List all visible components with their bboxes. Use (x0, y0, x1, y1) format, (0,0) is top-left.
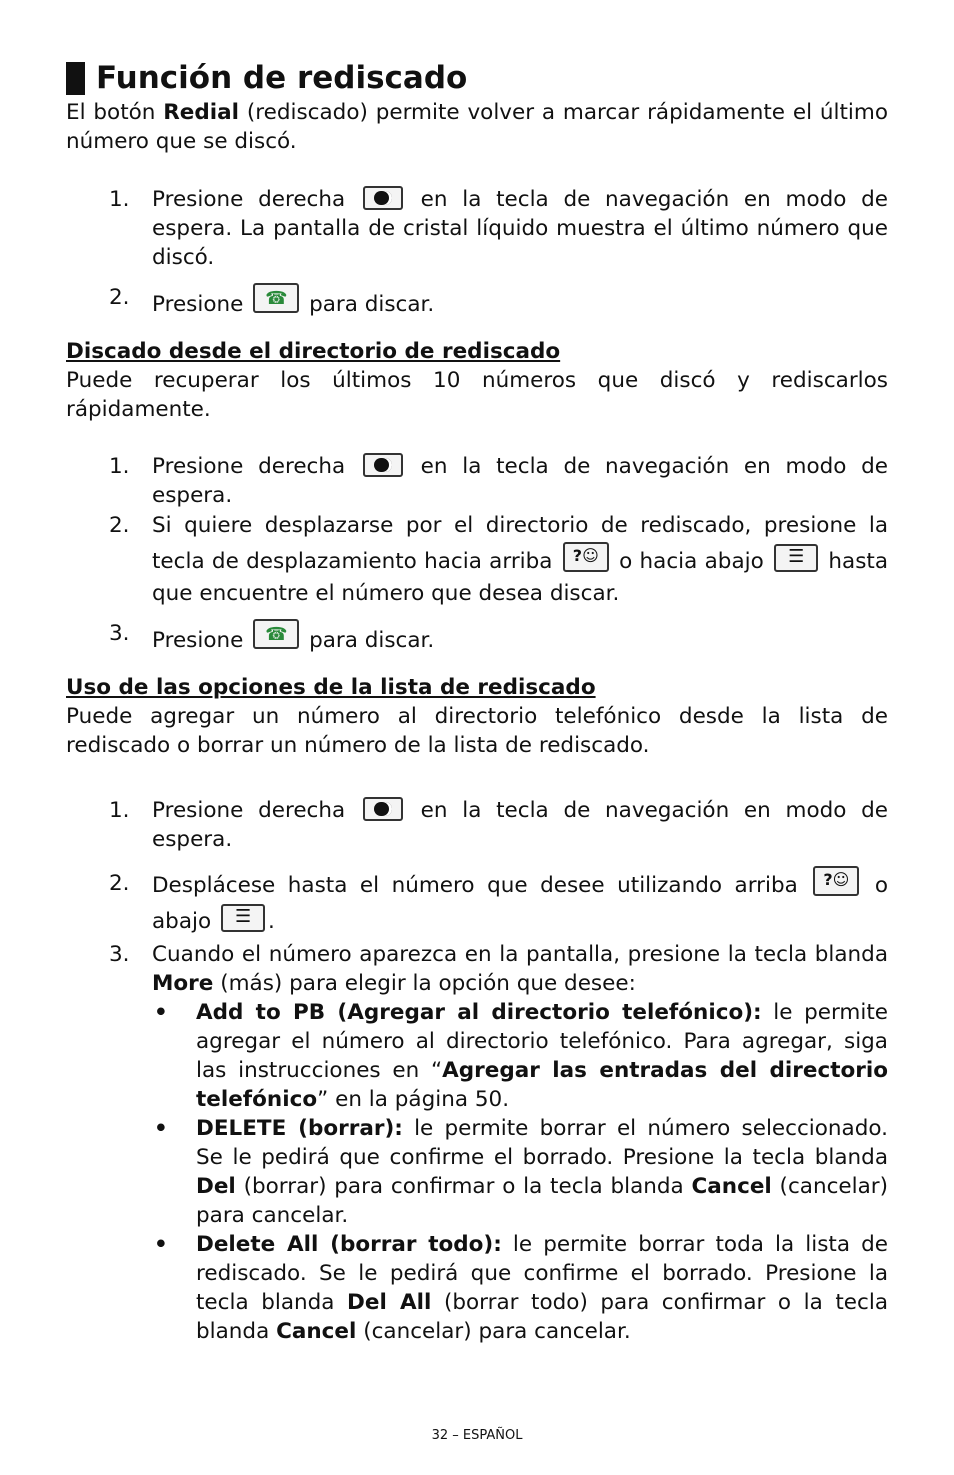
step-text: hasta que encuentre el número que desea discar. (152, 549, 888, 606)
nav-right-key-icon (363, 797, 403, 821)
step-number: 2. (109, 285, 130, 310)
list-item (66, 998, 888, 1114)
option-name: Delete All (borrar todo): (196, 1232, 502, 1257)
option-text: (borrar) para confirmar o la tecla blanda (235, 1174, 692, 1199)
step-text: Si quiere desplazarse por el directorio de rediscado, presione la tecla de desplazamiento hacia arriba (152, 513, 888, 574)
option-text: le permite agregar el número al directorio telefónico. Para agregar, siga las instrucciones en “ (196, 1000, 888, 1083)
document-page (66, 58, 888, 1346)
page-title (66, 58, 888, 98)
step-number: 2. (109, 871, 130, 896)
step-text: para discar. (309, 628, 435, 653)
option-text: le permite borrar toda la lista de rediscado. Se le pedirá que confirme el borrado. Presione la tecla blanda (196, 1232, 888, 1315)
step-text: o hacia abajo (619, 549, 764, 574)
step-number: 3. (109, 621, 130, 646)
step-text: . (267, 909, 275, 934)
list-item (66, 510, 888, 610)
step-text: o abajo (152, 873, 888, 934)
step-text: Presione (152, 628, 244, 653)
intro-text-pre: El botón (66, 100, 164, 125)
title-marker (66, 62, 85, 95)
page-footer: 32 – ESPAÑOL (431, 1428, 523, 1443)
option-text: ” en la página 50. (317, 1087, 510, 1112)
callerid-up-key-icon (563, 542, 609, 572)
list-item (66, 1114, 888, 1230)
step-number: 3. (109, 942, 130, 967)
callerid-up-key-icon (813, 866, 859, 896)
talk-key-icon (253, 619, 299, 649)
list-item (66, 1230, 888, 1346)
softkey-label: Cancel (276, 1319, 357, 1344)
intro-paragraph (66, 98, 888, 156)
step-text: Presione derecha (152, 454, 346, 479)
option-text: (cancelar) para cancelar. (356, 1319, 631, 1344)
step-number: 1. (109, 798, 130, 823)
step-text: para discar. (309, 292, 435, 317)
step-text: Presione derecha (152, 798, 346, 823)
softkey-label: Cancel (691, 1174, 772, 1199)
page-title-text: Función de rediscado (96, 60, 468, 96)
section-paragraph: Puede agregar un número al directorio telefónico desde la lista de rediscado o borrar un número de la lista de rediscado. (66, 704, 888, 758)
step-text: (más) para elegir la opción que desee: (213, 971, 636, 996)
option-text: le permite borrar el número seleccionado. Se le pedirá que confirme el borrado. Presione la tecla blanda (196, 1116, 888, 1170)
step-text: Cuando el número aparezca en la pantalla, presione la tecla blanda (152, 942, 888, 967)
options-list (66, 998, 888, 1346)
list-item (66, 452, 888, 510)
softkey-label: Del (196, 1174, 236, 1199)
talk-key-icon (253, 283, 299, 313)
list-item (66, 866, 888, 940)
section-heading: Discado desde el directorio de rediscado (66, 339, 561, 364)
nav-right-key-icon (363, 453, 403, 477)
list-item (66, 619, 888, 655)
bullet: • (154, 1116, 168, 1141)
option-text: (cancelar) para cancelar. (196, 1174, 888, 1228)
step-text: en la tecla de navegación en modo de espera. (152, 798, 889, 852)
bullet: • (154, 1232, 168, 1257)
list-item (66, 185, 888, 272)
step-text: Presione derecha (152, 187, 346, 212)
option-text: (borrar todo) para confirmar o la tecla blanda (196, 1290, 888, 1344)
option-reference: Agregar las entradas del directorio telefónico (196, 1058, 888, 1112)
list-item (66, 796, 888, 854)
redial-options-steps (66, 796, 888, 998)
bullet: • (154, 1000, 168, 1025)
step-number: 2. (109, 513, 130, 538)
section-paragraph: Puede recuperar los últimos 10 números que discó y rediscarlos rápidamente. (66, 368, 888, 422)
step-text: Presione (152, 292, 244, 317)
redial-steps (66, 185, 888, 319)
list-item (66, 940, 888, 998)
list-item (66, 283, 888, 319)
option-name: Add to PB (Agregar al directorio telefónico): (196, 1000, 762, 1025)
redial-directory-steps (66, 452, 888, 655)
step-text: en la tecla de navegación en modo de espera. La pantalla de cristal líquido muestra el último número que discó. (152, 187, 889, 270)
intro-text-post: (rediscado) permite volver a marcar rápidamente el último número que se discó. (66, 100, 888, 154)
step-number: 1. (109, 187, 130, 212)
more-softkey-label: More (152, 971, 214, 996)
section-heading: Uso de las opciones de la lista de rediscado (66, 675, 596, 700)
redial-label: Redial (163, 100, 240, 125)
phonebook-down-key-icon (774, 544, 818, 572)
step-text: Desplácese hasta el número que desee utilizando arriba (152, 873, 798, 898)
nav-right-key-icon (363, 186, 403, 210)
option-name: DELETE (borrar): (196, 1116, 403, 1141)
softkey-label: Del All (347, 1290, 432, 1315)
step-text: en la tecla de navegación en modo de espera. (152, 454, 889, 508)
phonebook-down-key-icon (221, 904, 265, 932)
step-number: 1. (109, 454, 130, 479)
